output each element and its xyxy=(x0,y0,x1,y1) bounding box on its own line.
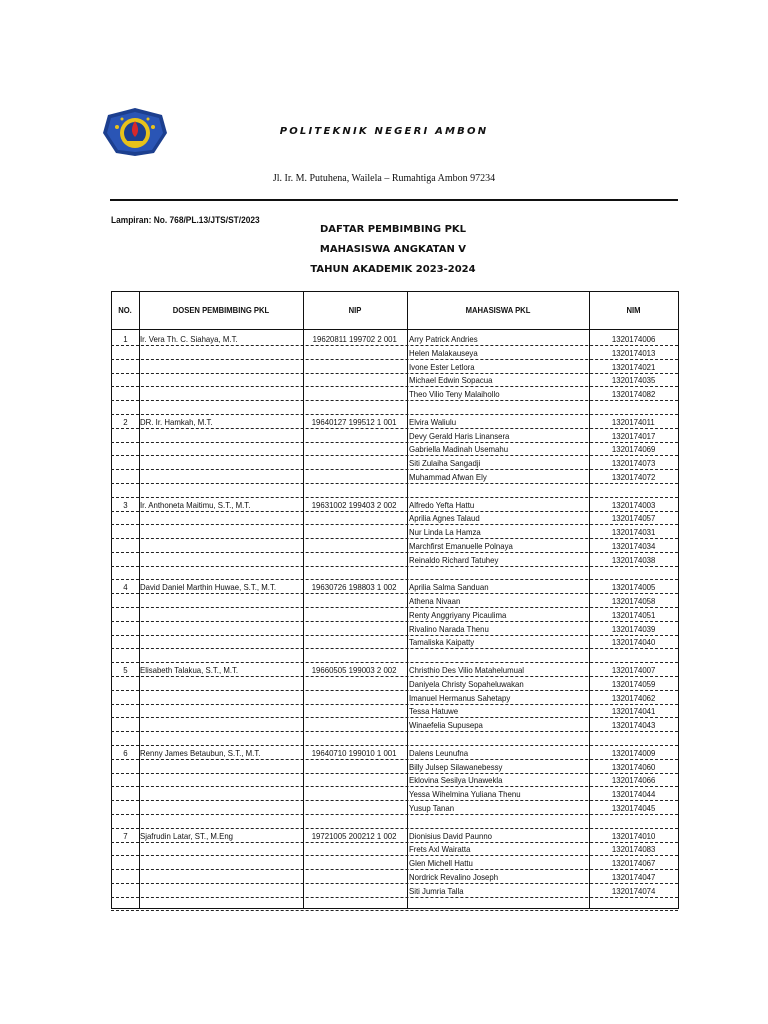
cell-mahasiswa-text: Elvira Waliulu xyxy=(409,416,457,427)
table-row xyxy=(111,512,678,525)
table-row xyxy=(111,761,678,774)
column-header-mahasiswa: MAHASISWA PKL xyxy=(465,305,531,315)
table-row xyxy=(111,747,678,760)
row-separator xyxy=(111,662,678,663)
table-row xyxy=(111,885,678,898)
table-row xyxy=(111,374,678,387)
table-row xyxy=(111,830,678,843)
table-row xyxy=(111,774,678,787)
table-row xyxy=(111,499,678,512)
cell-nim-text: 1320174074 xyxy=(611,885,656,896)
cell-mahasiswa-text: Yessa Wihelmina Yuliana Thenu xyxy=(409,789,521,799)
cell-nip-text: 19721005 200212 1 002 xyxy=(312,830,397,841)
cell-mahasiswa-text: Daniyela Christy Sopaheluwakan xyxy=(409,678,524,689)
cell-mahasiswa-text: Eklovina Sesilya Unawekla xyxy=(409,775,503,786)
document-title-line-3: TAHUN AKADEMIK 2023-2024 xyxy=(310,264,476,275)
cell-mahasiswa-text: Ivone Ester Letlora xyxy=(409,361,475,372)
cell-nim-text: 1320174007 xyxy=(611,665,656,675)
cell-mahasiswa-text: Aprilia Agnes Talaud xyxy=(409,513,480,524)
cell-mahasiswa-text: Siti Jumria Talla xyxy=(409,885,464,896)
table-row xyxy=(111,526,678,539)
cell-mahasiswa-text: Helen Malakauseya xyxy=(409,347,478,358)
cell-nim-text: 1320174047 xyxy=(611,871,656,882)
table-row xyxy=(111,719,678,732)
institution-name: POLITEKNIK NEGERI AMBON xyxy=(279,126,489,137)
table-row xyxy=(111,581,678,594)
cell-nim-text: 1320174040 xyxy=(611,637,656,648)
cell-nim-text: 1320174043 xyxy=(611,720,656,730)
cell-nim-text: 1320174069 xyxy=(611,444,656,455)
table-row xyxy=(111,416,678,429)
row-separator xyxy=(111,828,678,829)
cell-mahasiswa-text: Aprilia Salma Sanduan xyxy=(409,582,489,593)
column-header-dosen: DOSEN PEMBIMBING PKL xyxy=(172,305,270,315)
lampiran-reference: Lampiran: No. 768/PL.13/JTS/ST/2023 xyxy=(111,215,260,226)
cell-no-text: 1 xyxy=(122,334,128,344)
cell-nim-text: 1320174017 xyxy=(611,430,656,441)
cell-nip-text: 19620811 199702 2 001 xyxy=(312,334,397,344)
table-row xyxy=(111,457,678,470)
cell-nim-text: 1320174058 xyxy=(611,596,656,606)
cell-mahasiswa-text: Imanuel Hermanus Sahetapy xyxy=(409,692,511,703)
table-row xyxy=(111,857,678,870)
row-separator xyxy=(111,579,678,580)
cell-mahasiswa-text: Rivalino Narada Thenu xyxy=(409,623,489,634)
table-row xyxy=(111,692,678,705)
spacer-row xyxy=(111,816,678,829)
cell-nim-text: 1320174073 xyxy=(611,458,656,468)
cell-nim-text: 1320174045 xyxy=(611,802,656,813)
table-row xyxy=(111,430,678,443)
cell-dosen-text: David Daniel Marthin Huwae, S.T., M.T. xyxy=(140,582,277,593)
cell-nim-text: 1320174057 xyxy=(611,513,656,524)
cell-mahasiswa-text: Nordrick Revalino Joseph xyxy=(409,871,499,882)
table-row xyxy=(111,802,678,815)
cell-mahasiswa-text: Reinaldo Richard Tatuhey xyxy=(409,554,499,565)
cell-mahasiswa-text: Alfredo Yefta Hattu xyxy=(409,499,475,510)
cell-nim-text: 1320174031 xyxy=(611,527,656,537)
cell-mahasiswa-text: Devy Gerald Haris Linansera xyxy=(409,430,510,441)
cell-nim-text: 1320174044 xyxy=(611,789,656,799)
cell-nip-text: 19660505 199003 2 002 xyxy=(312,665,397,675)
spacer-row xyxy=(111,733,678,746)
cell-no-text: 6 xyxy=(122,747,128,758)
table-row xyxy=(111,554,678,567)
cell-no-text: 3 xyxy=(122,499,128,510)
cell-nim-text: 1320174006 xyxy=(611,334,656,344)
cell-nim-text: 1320174005 xyxy=(611,582,656,593)
cell-mahasiswa-text: Marchfirst Emanuelle Polnaya xyxy=(409,540,513,551)
row-separator xyxy=(111,497,678,498)
institution-address: Jl. Ir. M. Putuhena, Wailela – Rumahtiga Ambon 97234 xyxy=(272,173,496,184)
cell-nip-text: 19640710 199010 1 001 xyxy=(312,747,397,758)
spacer-row xyxy=(111,650,678,663)
cell-mahasiswa-text: Theo Vilio Teny Malaihollo xyxy=(409,389,500,399)
cell-nip-text: 19631002 199403 2 002 xyxy=(312,499,397,510)
cell-nim-text: 1320174051 xyxy=(611,609,656,620)
header-separator xyxy=(111,329,678,330)
document-title-line-1: DAFTAR PEMBIMBING PKL xyxy=(319,224,467,235)
cell-nim-text: 1320174010 xyxy=(611,830,656,841)
spacer-row xyxy=(111,402,678,415)
table-row xyxy=(111,843,678,856)
cell-nim-text: 1320174083 xyxy=(611,844,656,855)
table-row xyxy=(111,636,678,649)
cell-nim-text: 1320174038 xyxy=(611,554,656,565)
table-row xyxy=(111,705,678,718)
cell-mahasiswa-text: Tamaliska Kaipatty xyxy=(409,637,475,648)
cell-mahasiswa-text: Nur Linda La Hamza xyxy=(409,527,481,537)
table-row xyxy=(111,609,678,622)
header-divider xyxy=(110,199,678,201)
cell-mahasiswa-text: Christhio Des Vilio Matahelumual xyxy=(409,665,525,675)
cell-dosen-text: Sjafrudin Latar, ST., M.Eng xyxy=(140,830,234,841)
spacer-row xyxy=(111,898,678,911)
cell-nip-text: 19630726 198803 1 002 xyxy=(312,582,397,593)
cell-mahasiswa-text: Dalens Leunufna xyxy=(409,747,469,758)
cell-mahasiswa-text: Renty Anggriyany Picaulima xyxy=(409,609,507,620)
cell-no-text: 4 xyxy=(122,582,128,593)
cell-nim-text: 1320174062 xyxy=(611,692,656,703)
cell-nim-text: 1320174013 xyxy=(611,347,656,358)
column-header-no: NO. xyxy=(118,305,132,315)
spacer-row xyxy=(111,567,678,580)
supervisor-table xyxy=(111,291,678,908)
cell-nim-text: 1320174082 xyxy=(611,389,656,399)
table-row xyxy=(111,333,678,346)
cell-no-text: 2 xyxy=(122,416,128,427)
table-row xyxy=(111,595,678,608)
cell-no-text: 5 xyxy=(122,665,128,675)
cell-mahasiswa-text: Frets Axl Wairatta xyxy=(409,844,471,855)
cell-dosen-text: Elisabeth Talakua, S.T., M.T. xyxy=(140,665,239,675)
cell-mahasiswa-text: Siti Zulaiha Sangadji xyxy=(409,458,481,468)
cell-nim-text: 1320174035 xyxy=(611,375,656,386)
table-row xyxy=(111,443,678,456)
document-title-line-2: MAHASISWA ANGKATAN V xyxy=(319,244,467,255)
column-header-nim: NIM xyxy=(626,305,641,315)
cell-mahasiswa-text: Winaefelia Supusepa xyxy=(409,720,483,730)
cell-nim-text: 1320174072 xyxy=(611,471,656,482)
cell-nim-text: 1320174060 xyxy=(611,761,656,772)
row-separator xyxy=(111,910,678,911)
cell-nim-text: 1320174011 xyxy=(612,416,655,427)
cell-nim-text: 1320174059 xyxy=(611,678,656,689)
row-separator xyxy=(111,414,678,415)
table-row xyxy=(111,678,678,691)
cell-nim-text: 1320174009 xyxy=(611,747,656,758)
table-row xyxy=(111,871,678,884)
cell-mahasiswa-text: Glen Michell Hattu xyxy=(409,858,473,868)
cell-dosen-text: Renny James Betaubun, S.T., M.T. xyxy=(140,747,261,758)
cell-nim-text: 1320174034 xyxy=(611,540,656,551)
cell-nim-text: 1320174067 xyxy=(611,858,656,868)
cell-dosen-text: Ir. Vera Th. C. Siahaya, M.T. xyxy=(140,334,238,344)
table-row xyxy=(111,664,678,677)
cell-nim-text: 1320174066 xyxy=(611,775,656,786)
cell-mahasiswa-text: Billy Julsep Silawanebessy xyxy=(409,761,503,772)
cell-nim-text: 1320174039 xyxy=(611,623,656,634)
table-row xyxy=(111,388,678,401)
cell-nim-text: 1320174021 xyxy=(611,361,656,372)
table-row xyxy=(111,347,678,360)
cell-mahasiswa-text: Yusup Tanan xyxy=(409,802,455,813)
column-header-nip: NIP xyxy=(348,305,362,315)
cell-dosen-text: Ir. Anthoneta Maitimu, S.T., M.T. xyxy=(140,499,251,510)
table-row xyxy=(111,623,678,636)
cell-mahasiswa-text: Tessa Hatuwe xyxy=(409,706,459,717)
cell-mahasiswa-text: Athena Nivaan xyxy=(409,596,461,606)
cell-nim-text: 1320174003 xyxy=(611,499,656,510)
table-row xyxy=(111,788,678,801)
table-row xyxy=(111,471,678,484)
cell-mahasiswa-text: Arry Patrick Andries xyxy=(409,334,478,344)
cell-mahasiswa-text: Gabriella Madinah Usemahu xyxy=(409,444,509,455)
cell-mahasiswa-text: Dionisius David Paunno xyxy=(409,830,493,841)
cell-mahasiswa-text: Michael Edwin Sopacua xyxy=(409,375,493,386)
cell-no-text: 7 xyxy=(122,830,128,841)
row-separator xyxy=(111,745,678,746)
cell-mahasiswa-text: Muhammad Afwan Ely xyxy=(409,471,487,482)
table-row xyxy=(111,361,678,374)
spacer-row xyxy=(111,485,678,498)
cell-nip-text: 19640127 199512 1 001 xyxy=(312,416,397,427)
cell-nim-text: 1320174041 xyxy=(611,706,656,717)
table-row xyxy=(111,540,678,553)
cell-dosen-text: DR. Ir. Hamkah, M.T. xyxy=(140,416,213,427)
